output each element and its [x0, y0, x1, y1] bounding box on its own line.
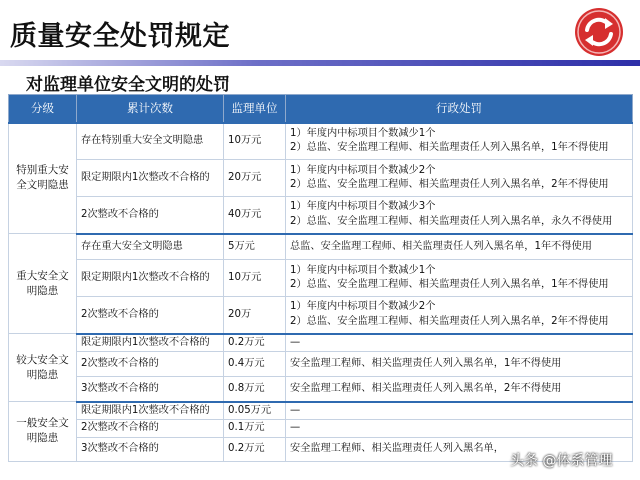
level-cell: 重大安全文明隐患	[9, 234, 77, 334]
penalty-line: 2）总监、安全监理工程师、相关监理责任人列入黑名单，2年不得使用	[290, 179, 609, 190]
count-cell: 限定期限内1次整改不合格的	[77, 160, 224, 197]
unit-cell: 10万元	[224, 260, 286, 297]
table-header-row	[9, 95, 633, 123]
refresh-cycle-icon	[571, 4, 627, 60]
table-row	[9, 160, 633, 197]
unit-cell: 20万元	[224, 160, 286, 197]
penalty-cell	[286, 334, 633, 352]
penalty-line: 1）年度内中标项目个数减少2个	[290, 301, 436, 313]
penalty-cell	[286, 402, 633, 420]
unit-cell: 0.4万元	[224, 352, 286, 377]
count-cell: 限定期限内1次整改不合格的	[77, 402, 224, 420]
unit-cell: 0.2万元	[224, 334, 286, 352]
unit-cell: 0.05万元	[224, 402, 286, 420]
level-cell: 较大安全文明隐患	[9, 334, 77, 402]
count-cell: 存在重大安全文明隐患	[77, 234, 224, 260]
count-cell: 2次整改不合格的	[77, 420, 224, 438]
penalty-line: 安全监理工程师、相关监理责任人列入黑名单，1年不得使用	[290, 357, 562, 369]
table-row	[9, 260, 633, 297]
table-row	[9, 377, 633, 402]
unit-cell: 5万元	[224, 234, 286, 260]
penalty-line: 1）年度内中标项目个数减少1个	[290, 264, 436, 276]
penalty-cell	[286, 160, 633, 197]
count-cell: 存在特别重大安全文明隐患	[77, 123, 224, 160]
penalty-line: 1）年度内中标项目个数减少2个	[290, 164, 436, 176]
penalty-line: —	[290, 404, 301, 416]
penalty-line: 2）总监、安全监理工程师、相关监理责任人列入黑名单，2年不得使用	[290, 315, 609, 327]
table-row	[9, 334, 633, 352]
penalty-cell	[286, 420, 633, 438]
count-cell: 限定期限内1次整改不合格的	[77, 334, 224, 352]
penalty-line: 2）总监、安全监理工程师、相关监理责任人列入黑名单，1年不得使用	[290, 279, 609, 290]
count-cell: 3次整改不合格的	[77, 377, 224, 402]
table-row	[9, 234, 633, 260]
unit-cell: 20万	[224, 297, 286, 334]
penalty-cell	[286, 123, 633, 160]
table-row	[9, 123, 633, 160]
penalty-cell	[286, 297, 633, 334]
unit-cell: 10万元	[224, 123, 286, 160]
penalty-table	[8, 94, 633, 462]
penalty-line: 2）总监、安全监理工程师、相关监理责任人列入黑名单，1年不得使用	[290, 142, 609, 154]
table-row	[9, 352, 633, 377]
section-title: 对监理单位安全文明的处罚	[26, 75, 230, 95]
header-unit: 监理单位	[224, 95, 286, 123]
penalty-line: 总监、安全监理工程师、相关监理责任人列入黑名单，1年不得使用	[290, 240, 592, 252]
unit-cell: 0.2万元	[224, 437, 286, 461]
penalty-line: 安全监理工程师、相关监理责任人列入黑名单，	[290, 442, 504, 454]
penalty-cell	[286, 197, 633, 234]
count-cell: 3次整改不合格的	[77, 437, 224, 461]
penalty-line: 1）年度内中标项目个数减少1个	[290, 127, 436, 139]
level-cell: 一般安全文明隐患	[9, 402, 77, 462]
penalty-cell	[286, 234, 633, 260]
unit-cell: 40万元	[224, 197, 286, 234]
table-row	[9, 420, 633, 438]
penalty-line: —	[290, 336, 301, 348]
header-level: 分级	[9, 95, 77, 123]
penalty-cell	[286, 377, 633, 402]
level-cell: 特别重大安全文明隐患	[9, 123, 77, 234]
penalty-line: 安全监理工程师、相关监理责任人列入黑名单，2年不得使用	[290, 382, 562, 394]
penalty-line: 2）总监、安全监理工程师、相关监理责任人列入黑名单，永久不得使用	[290, 215, 613, 227]
table-row	[9, 197, 633, 234]
header-penalty: 行政处罚	[286, 95, 633, 123]
watermark: 头条 @体系管理	[510, 453, 613, 469]
penalty-cell	[286, 352, 633, 377]
penalty-cell	[286, 260, 633, 297]
count-cell: 限定期限内1次整改不合格的	[77, 260, 224, 297]
count-cell: 2次整改不合格的	[77, 352, 224, 377]
penalty-line: 1）年度内中标项目个数减少3个	[290, 201, 436, 213]
page-title: 质量安全处罚规定	[10, 21, 230, 52]
header-count: 累计次数	[77, 95, 224, 123]
unit-cell: 0.8万元	[224, 377, 286, 402]
table-row	[9, 402, 633, 420]
unit-cell: 0.1万元	[224, 420, 286, 438]
count-cell: 2次整改不合格的	[77, 197, 224, 234]
table-row	[9, 297, 633, 334]
title-divider-band	[0, 60, 640, 66]
penalty-line: —	[290, 422, 301, 433]
count-cell: 2次整改不合格的	[77, 297, 224, 334]
